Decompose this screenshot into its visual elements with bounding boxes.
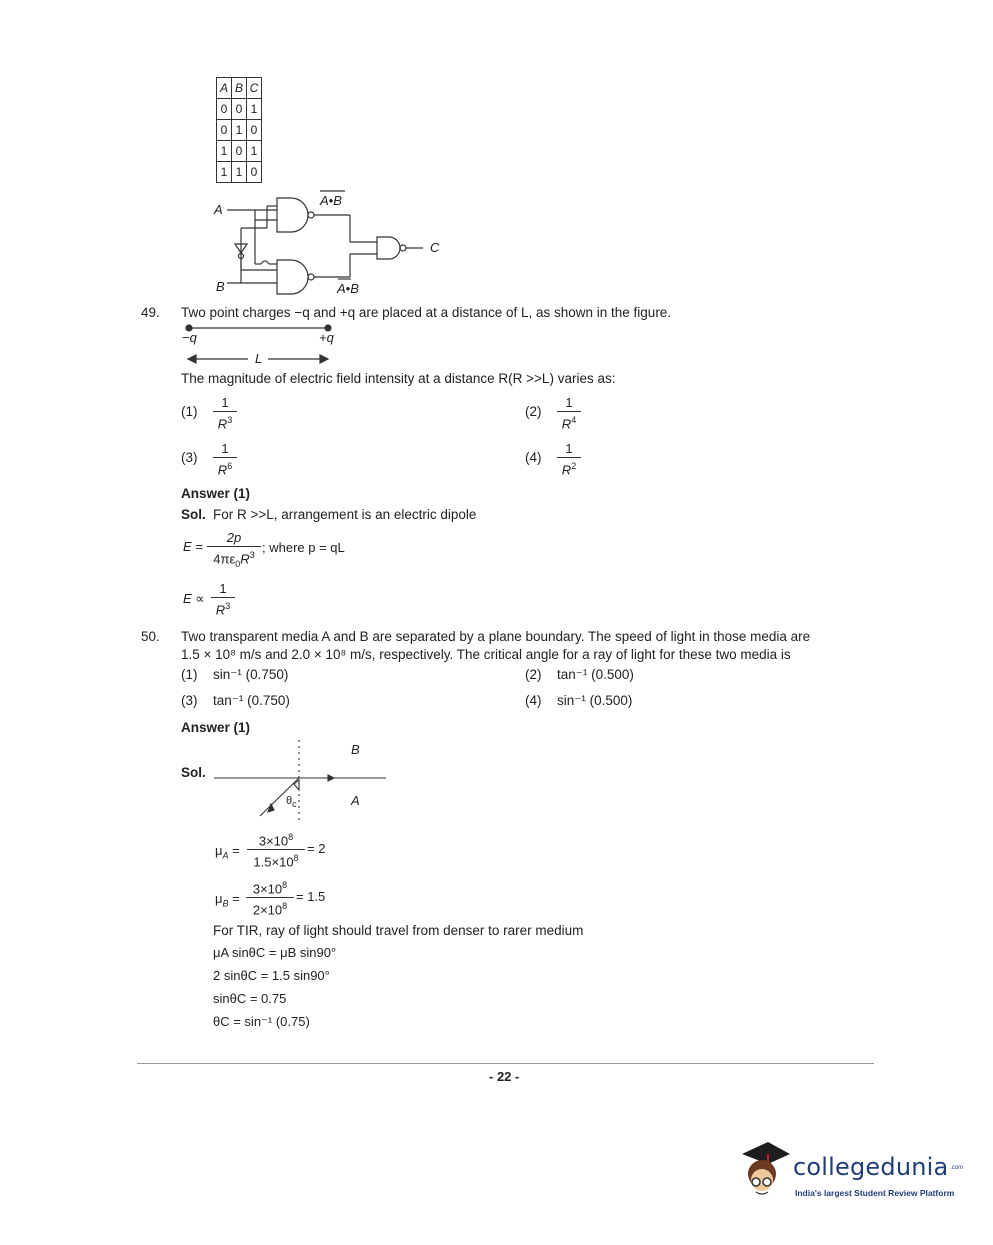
fraction-base: R (561, 462, 572, 478)
fraction-exponent: 8 (288, 832, 294, 842)
table-cell: 0 (247, 162, 262, 183)
table-cell: 1 (232, 162, 247, 183)
fraction-base: 4πε (213, 551, 236, 567)
equation-tail: ; where p = qL (262, 540, 345, 555)
equation-lhs: E = (183, 539, 203, 554)
option-fraction (557, 395, 581, 432)
option-text: sin⁻¹ (0.750) (213, 667, 289, 682)
mu-a-rhs: = 2 (307, 841, 326, 856)
option-label: (1) (181, 667, 198, 682)
mu-a-lhs: $\mu_A$ = (215, 843, 240, 861)
option-label: (2) (525, 667, 542, 682)
fraction-exponent: 8 (282, 901, 288, 912)
option-fraction (557, 441, 581, 478)
charge-positive: +q (319, 330, 334, 345)
table-header-row (217, 78, 262, 99)
fraction-base: R (217, 416, 228, 432)
fraction-numerator: 1 (565, 441, 573, 456)
distance-label: L (255, 351, 263, 366)
mu-symbol: μ (215, 891, 223, 906)
question-stem-line2: 1.5 × 10⁸ m/s and 2.0 × 10⁸ m/s, respectively. The critical angle for a ray of light for these two media is (181, 647, 791, 662)
equation-lhs: E ∝ (183, 591, 205, 606)
critical-angle-label (286, 795, 297, 809)
table-cell: 1 (232, 120, 247, 141)
medium-a-label: A (351, 793, 360, 808)
angle-symbol: θ (286, 795, 293, 807)
question-number: 50. (141, 629, 160, 644)
medium-b-label: B (351, 742, 360, 757)
angle-subscript: c (292, 799, 297, 810)
solution-label: Sol. (181, 507, 206, 522)
fraction-numerator: 1 (219, 581, 227, 596)
circuit-output-c: C (430, 240, 440, 255)
question-stem: Two point charges −q and +q are placed at a distance of L, as shown in the figure. (181, 305, 672, 320)
table-cell: 0 (217, 120, 232, 141)
option-fraction (213, 441, 237, 478)
fraction-denominator (207, 546, 261, 572)
fraction-base: R (215, 602, 226, 618)
mu-subscript: A (222, 850, 229, 861)
question-stem-line1: Two transparent media A and B are separated by a plane boundary. The speed of light in those media are (181, 629, 811, 644)
fraction-numerator (247, 829, 305, 849)
circuit-input-a: A (214, 202, 223, 217)
option-label: (3) (181, 450, 198, 465)
option-label: (2) (525, 404, 542, 419)
table-header-cell: B (232, 78, 247, 99)
fraction-base-r: R (240, 551, 250, 567)
fraction-base: R (217, 462, 228, 478)
solution-label: Sol. (181, 765, 206, 780)
mu-b-lhs: $\mu_B$ = (215, 891, 240, 909)
fraction-exponent: 8 (282, 880, 288, 890)
option-label: (3) (181, 693, 198, 708)
refraction-diagram (210, 738, 390, 823)
fraction-exponent: 3 (225, 601, 231, 611)
option-fraction (213, 395, 237, 432)
fraction-base: 3×10 (252, 881, 283, 897)
fraction-base: R (561, 416, 572, 432)
fraction-exponent: 4 (571, 415, 577, 425)
table-cell: 0 (232, 99, 247, 120)
answer-label: Answer (1) (181, 720, 251, 735)
fraction-numerator: 1 (221, 395, 229, 410)
solution-step: θC = sin⁻¹ (0.75) (213, 1014, 310, 1029)
table-row (217, 120, 262, 141)
mu-a-fraction (247, 829, 305, 871)
mu-subscript: B (222, 898, 229, 909)
option-label: (4) (525, 450, 542, 465)
fraction-exponent: 8 (293, 853, 299, 864)
logo-name: collegedunia (793, 1153, 949, 1181)
tir-text: For TIR, ray of light should travel from denser to rarer medium (213, 923, 584, 938)
page-number: - 22 - (489, 1069, 520, 1084)
circuit-label-bottom: A•B (337, 281, 359, 296)
charge-negative: −q (182, 330, 197, 345)
truth-table (216, 77, 262, 183)
fraction-denominator (557, 411, 581, 432)
table-header-cell: C (247, 78, 262, 99)
fraction-base: 3×10 (258, 833, 289, 849)
table-cell: 1 (247, 141, 262, 162)
mascot-icon (734, 1138, 792, 1202)
table-header-cell: A (217, 78, 232, 99)
fraction-numerator: 2p (226, 530, 242, 545)
fraction-denominator (213, 457, 237, 478)
table-cell: 1 (217, 162, 232, 183)
fraction-numerator (246, 877, 294, 897)
fraction-subscript: 0 (235, 558, 241, 569)
solution-step: 2 sinθC = 1.5 sin90° (213, 968, 330, 983)
option-label: (1) (181, 404, 198, 419)
fraction-base: 2×10 (252, 902, 283, 918)
fraction-numerator: 1 (565, 395, 573, 410)
option-text: tan⁻¹ (0.500) (557, 667, 634, 682)
table-cell: 0 (217, 99, 232, 120)
answer-label: Answer (1) (181, 486, 251, 501)
solution-text: For R >>L, arrangement is an electric dipole (213, 507, 477, 522)
mu-b-rhs: = 1.5 (296, 889, 326, 904)
question-number: 49. (141, 305, 160, 320)
table-cell: 0 (247, 120, 262, 141)
solution-step: μA sinθC = μB sin90° (213, 945, 337, 960)
table-row (217, 99, 262, 120)
option-text: tan⁻¹ (0.750) (213, 693, 290, 708)
footer-divider (137, 1063, 874, 1064)
fraction-denominator (247, 849, 305, 870)
table-cell: 0 (232, 141, 247, 162)
option-label: (4) (525, 693, 542, 708)
table-row (217, 141, 262, 162)
table-row (217, 162, 262, 183)
equation-fraction (211, 581, 235, 618)
fraction-numerator: 1 (221, 441, 229, 456)
logo-suffix: .com (950, 1165, 964, 1171)
circuit-input-b: B (216, 279, 225, 294)
table-cell: 1 (247, 99, 262, 120)
option-text: sin⁻¹ (0.500) (557, 693, 633, 708)
logo-tagline: India's largest Student Review Platform (795, 1188, 955, 1198)
fraction-denominator (557, 457, 581, 478)
fraction-denominator (213, 411, 237, 432)
mu-b-fraction (246, 877, 294, 919)
mu-symbol: μ (215, 843, 223, 858)
fraction-exponent: 3 (249, 550, 255, 560)
question-text: The magnitude of electric field intensity at a distance R(R >>L) varies as: (181, 371, 616, 386)
equation-fraction (207, 530, 261, 572)
circuit-label-top: A•B (320, 193, 342, 208)
fraction-exponent: 6 (227, 461, 233, 471)
fraction-denominator (211, 597, 235, 618)
fraction-base: 1.5×10 (253, 854, 294, 870)
solution-step: sinθC = 0.75 (213, 991, 287, 1006)
fraction-denominator (246, 897, 294, 918)
table-cell: 1 (217, 141, 232, 162)
fraction-exponent: 2 (571, 461, 577, 471)
fraction-exponent: 3 (227, 415, 233, 425)
